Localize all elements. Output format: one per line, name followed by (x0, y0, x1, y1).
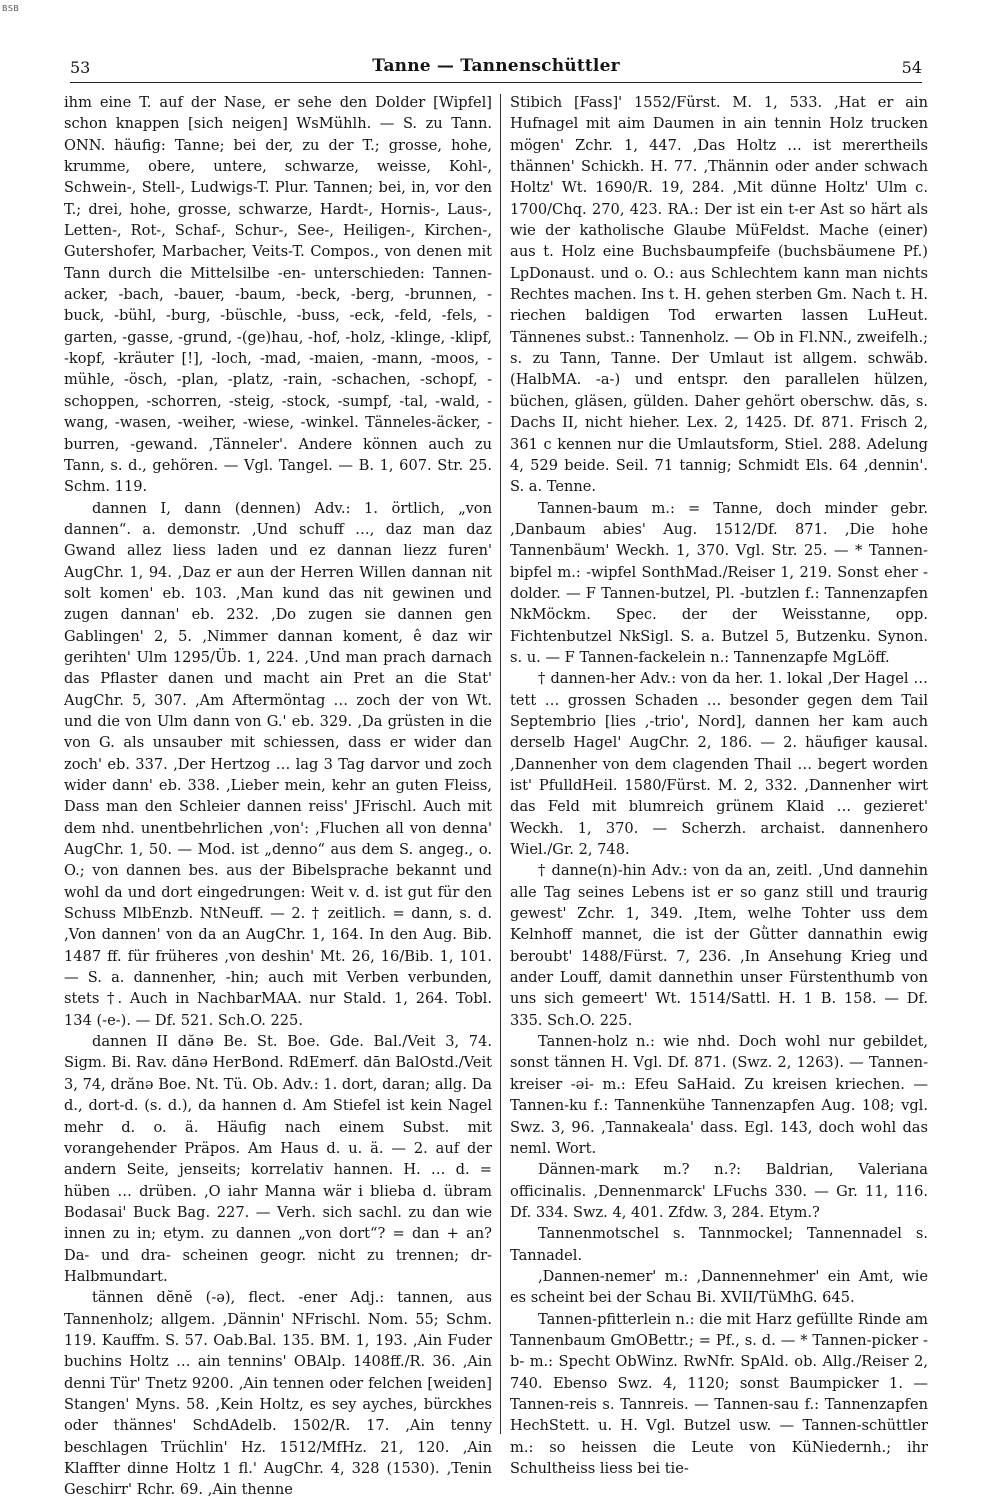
entry-tannenmotschel: Tannenmotschel s. Tannmockel; Tannennadel s. Tannadel. (510, 1225, 928, 1264)
column-divider (500, 94, 501, 1434)
entry-dannen-i: dannen I, dann (dennen) Adv.: 1. örtlich, „von dannen“. a. demonstr. ‚Und schuff …, daz man daz Gwand allez liess laden und ez dannan liezz furen' AugChr. 1, 94. ‚Daz er aun der Herren Willen dannan nit solt komen' eb. 103. ‚Man kund das nit gewinen und zugen dannan' eb. 232. ‚Do zugen sie dannen gen Gablingen' 2, 5. ‚Nimmer dannan koment, ê daz wir gerihten' Ulm 1295/Üb. 1, 224. ‚Und man prach darnach das Pflaster danen und macht ain Pret an die Stat' AugChr. 5, 307. ‚Am Aftermöntag … zoch der von Wt. und die von Ulm dann von G.' eb. 329. ‚Da grüsten in die von G. als unsauber mit schiessen, dass er wider dan zoch' eb. 337. ‚Der Hertzog … lag 3 Tag darvor und zoch wider dann' eb. 338. ‚Lieber mein, kehr an guten Fleiss, Dass man den Schleier dannen reiss' JFrischl. Auch mit dem nhd. unentbehrlichen ‚von': ‚Fluchen all von denna' AugChr. 1, 50. — Mod. ist „denno“ aus dem S. angeg., o. O.; von dannen bes. aus der Bibelsprache bekannt und wohl da und dort eingedrungen: Weit v. d. ist gut für den Schuss MlbEnzb. NtNeuff. — 2. † zeitlich. = dann, s. d. ‚Von dannen' von da an AugChr. 1, 164. In den Aug. Bib. 1487 ff. für früheres ‚von deshin' Mt. 26, 16/Bib. 1, 101. — S. a. dannenher, -hin; auch mit Verben verbunden, stets †. Auch in NachbarMAA. nur Stald. 1, 264. Tobl. 134 (-e-). — Df. 521. Sch.O. 225. (64, 499, 492, 1029)
entry-dannen-ii: dannen II dănə Be. St. Boe. Gde. Bal./Veit 3, 74. Sigm. Bi. Rav. dānə HerBond. RdEmerf. dān BalOstd./Veit 3, 74, drănə Boe. Nt. Tü. Ob. Adv.: 1. dort, daran; allg. Da d., dort-d. (s. d.), da hannen d. Am Stiefel ist kein Nagel mehr d. o. ä. Häufig nach einem Subst. mit vorangehender Präpos. Am Haus d. u. ä. — 2. auf der andern Seite, jenseits; korrelativ hannen. H. … d. = hüben … drüben. ‚O iahr Manna wär i blieba d. übram Bodasai' Buck Bag. 227. — Verh. sich sachl. zu dan wie innen zu in; etym. zu dannen „von dort“? = dan + an? Da- und dra- scheinen geogr. nicht zu trennen; dr- Halbmundart. (64, 1033, 492, 1285)
left-column (64, 92, 492, 1499)
running-title: Tanne — Tannenschüttler (372, 56, 620, 76)
entry-tannen-pfitterlein: Tannen-pfitterlein n.: die mit Harz gefüllte Rinde am Tannenbaum GmOBettr.; = Pf., s. d. — * Tannen-picker -b- m.: Specht ObWinz. RwNfr. SpAld. ob. Allg./Reiser 2, 740. Ebenso Swz. 4, 1120; sonst Baumpicker 1. — Tannen-reis s. Tannreis. — Tannen-sau f.: Tannenzapfen HechStett. u. H. Vgl. Butzel usw. — Tannen-schüttler m.: so heissen die Leute von KüNiedernh.; ihr Schultheiss liess bei tie- (510, 1310, 928, 1477)
entry-tannen-baum: Tannen-baum m.: = Tanne, doch minder gebr. ‚Danbaum abies' Aug. 1512/Df. 871. ‚Die hohe Tannenbäum' Weckh. 1, 370. Vgl. Str. 25. — * Tannen-bipfel m.: -wipfel SonthMad./Reiser 1, 219. Sonst eher -dolder. — F Tannen-butzel, Pl. -butzlen f.: Tannenzapfen NkMöckm. Spec. der der Weisstanne, opp. Fichtenbutzel NkSigl. S. a. Butzel 5, Butzenku. Synon. s. u. — F Tannen-fackelein n.: Tannenzapfe MgLöff. (510, 499, 928, 666)
entry-tanne-continued: ihm eine T. auf der Nase, er sehe den Dolder [Wipfel] schon knappen [sich neigen] WsMühlh. — S. zu Tann. ONN. häufig: Tanne; bei der, zu der T.; grosse, hohe, krumme, obere, untere, schwarze, weisse, Kohl-, Schwein-, Stell-, Ludwigs-T. Plur. Tannen; bei, in, vor den T.; drei, hohe, grosse, schwarze, Hardt-, Hornis-, Laus-, Letten-, Rot-, Schaf-, Schur-, See-, Heiligen-, Kirchen-, Gutershofer, Marbacher, Veits-T. Compos., von denen mit Tann durch die Mittelsilbe -en- unterschieden: Tannen-acker, -bach, -bauer, -baum, -beck, -berg, -brunnen, -buck, -bühl, -burg, -büschle, -buss, -eck, -feld, -fels, -garten, -gasse, -grund, -(ge)hau, -hof, -holz, -klinge, -klipf, -kopf, -kräuter [!], -loch, -mad, -maien, -mann, -moos, -mühle, -ösch, -plan, -platz, -rain, -schachen, -schopf, -schoppen, -schorren, -steig, -stock, -sumpf, -tal, -wald, -wang, -wasen, -weiher, -wiese, -winkel. Tänneles-äcker, -burren, -gewand. ‚Tänneler'. Andere können auch zu Tann, s. d., gehören. — Vgl. Tangel. — B. 1, 607. Str. 25. Schm. 119. (64, 94, 492, 496)
right-column-number: 54 (901, 58, 922, 77)
entry-dannen-her: † dannen-her Adv.: von da her. 1. lokal ‚Der Hagel … tett … grossen Schaden … besonder gegen dem Tail Septembrio [lies ‚-trio', Nord], dannen her kam auch derselb Hagel' AugChr. 2, 186. — 2. häufiger kausal. ‚Dannenher von dem clagenden Thail … begert worden ist' PfulldHeil. 1580/Fürst. M. 2, 332. ‚Dannenher wirt das Feld mit blumreich grünem Klaid … gezieret' Weckh. 1, 370. — Scherzh. archaist. dannenhero Wiel./Gr. 2, 748. (510, 670, 928, 859)
entry-taennen: tännen dĕnĕ (-ə), flect. -ener Adj.: tannen, aus Tannenholz; allgem. ‚Dännin' NFrischl. Nom. 55; Schm. 119. Kauffm. S. 57. Oab.Bal. 135. BM. 1, 193. ‚Ain Fuder buchins Holtz … ain tennins' OBAlp. 1408ff./R. 36. ‚Ain denni Tür' Tnetz 9200. ‚Ain tennen oder felchen [weiden] Stangen' Myns. 58. ‚Kein Holtz, es sey ayches, bürckhes oder thännes' SchdAdelb. 1502/R. 17. ‚Ain tenny beschlagen Trüchlin' Hz. 1512/MfHz. 21, 120. ‚Ain Klaffter dinne Holtz 1 fl.' AugChr. 4, 328 (1530). ‚Tenin Geschirr' Rchr. 69. ‚Ain thenne (64, 1289, 492, 1499)
entry-tannen-holz: Tannen-holz n.: wie nhd. Doch wohl nur gebildet, sonst tännen H. Vgl. Df. 871. (Swz. 2, 1263). — Tannen-kreiser -əi- m.: Efeu SaHaid. Zu kreisen kriechen. — Tannen-ku f.: Tannenkühe Tannenzapfen Aug. 108; vgl. Swz. 3, 96. ‚Tannakeala' dass. Egl. 143, doch wohl das neml. Wort. (510, 1033, 928, 1157)
entry-dannen-nemer: ‚Dannen-nemer' m.: ‚Dannennehmer' ein Amt, wie es scheint bei der Schau Bi. XVII/TüMhG. 645. (510, 1267, 928, 1307)
entry-daennen-mark: Dännen-mark m.? n.?: Baldrian, Valeriana officinalis. ‚Dennenmarck' LFuchs 330. — Gr. 11, 116. Df. 334. Swz. 4, 401. Zfdw. 3, 284. Etym.? (510, 1161, 928, 1221)
entry-taennen-continued: Stibich [Fass]' 1552/Fürst. M. 1, 533. ‚Hat er ain Hufnagel mit aim Daumen in ain tennin Holz trucken mögen' Zchr. 1, 447. ‚Das Holtz … ist merertheils thännen' Schickh. H. 77. ‚Thännin oder ander schwach Holtz' Wt. 1690/R. 19, 284. ‚Mit dünne Holtz' Ulm c. 1700/Chq. 270, 423. RA.: Der ist ein t-er Ast so härt als wie der katholische Glaube MüFeldst. Mache (einer) aus t. Holz eine Buchsbaumpfeife (buchsbäumene Pf.) LpDonaust. und o. O.: aus Schlechtem kann man nichts Rechtes machen. Ins t. H. gehen sterben Gm. Nach t. H. riechen baldigen Tod erwarten lassen LuHeut. Tännenes subst.: Tannenholz. — Ob in Fl.NN., zweifelh.; s. zu Tann, Tanne. Der Umlaut ist allgem. schwäb. (HalbMA. -a-) und entspr. den parallelen hülzen, büchen, gläsen, gülden. Daher gehört oberschw. dās, s. Dachs II, nicht hieher. Lex. 2, 1425. Df. 871. Frisch 2, 361 c kennen nur die Umlautsform, Stiel. 288. Adelung 4, 529 beide. Seil. 71 tannig; Schmidt Els. 64 ‚dennin'. S. a. Tenne. (510, 94, 928, 496)
entry-dannen-hin: † danne(n)-hin Adv.: von da an, zeitl. ‚Und dannehin alle Tag seines Lebens ist er so ganz still und traurig gewest' Zchr. 1, 349. ‚Item, welhe Tohter uss dem Kelnhoff mannet, die ist der Gǜtter dannathin ewig beroubt' 1488/Fürst. 7, 236. ‚In Ansehung Krieg und ander Louff, damit dannethin unser Fürstenthumb von uns sich gemeert' Wt. 1514/Sattl. H. 1 B. 158. — Df. 335. Sch.O. 225. (510, 862, 928, 1029)
left-column-number: 53 (70, 58, 91, 77)
right-column (510, 92, 928, 1477)
running-header (70, 56, 922, 83)
library-mark: BSB (2, 4, 20, 13)
